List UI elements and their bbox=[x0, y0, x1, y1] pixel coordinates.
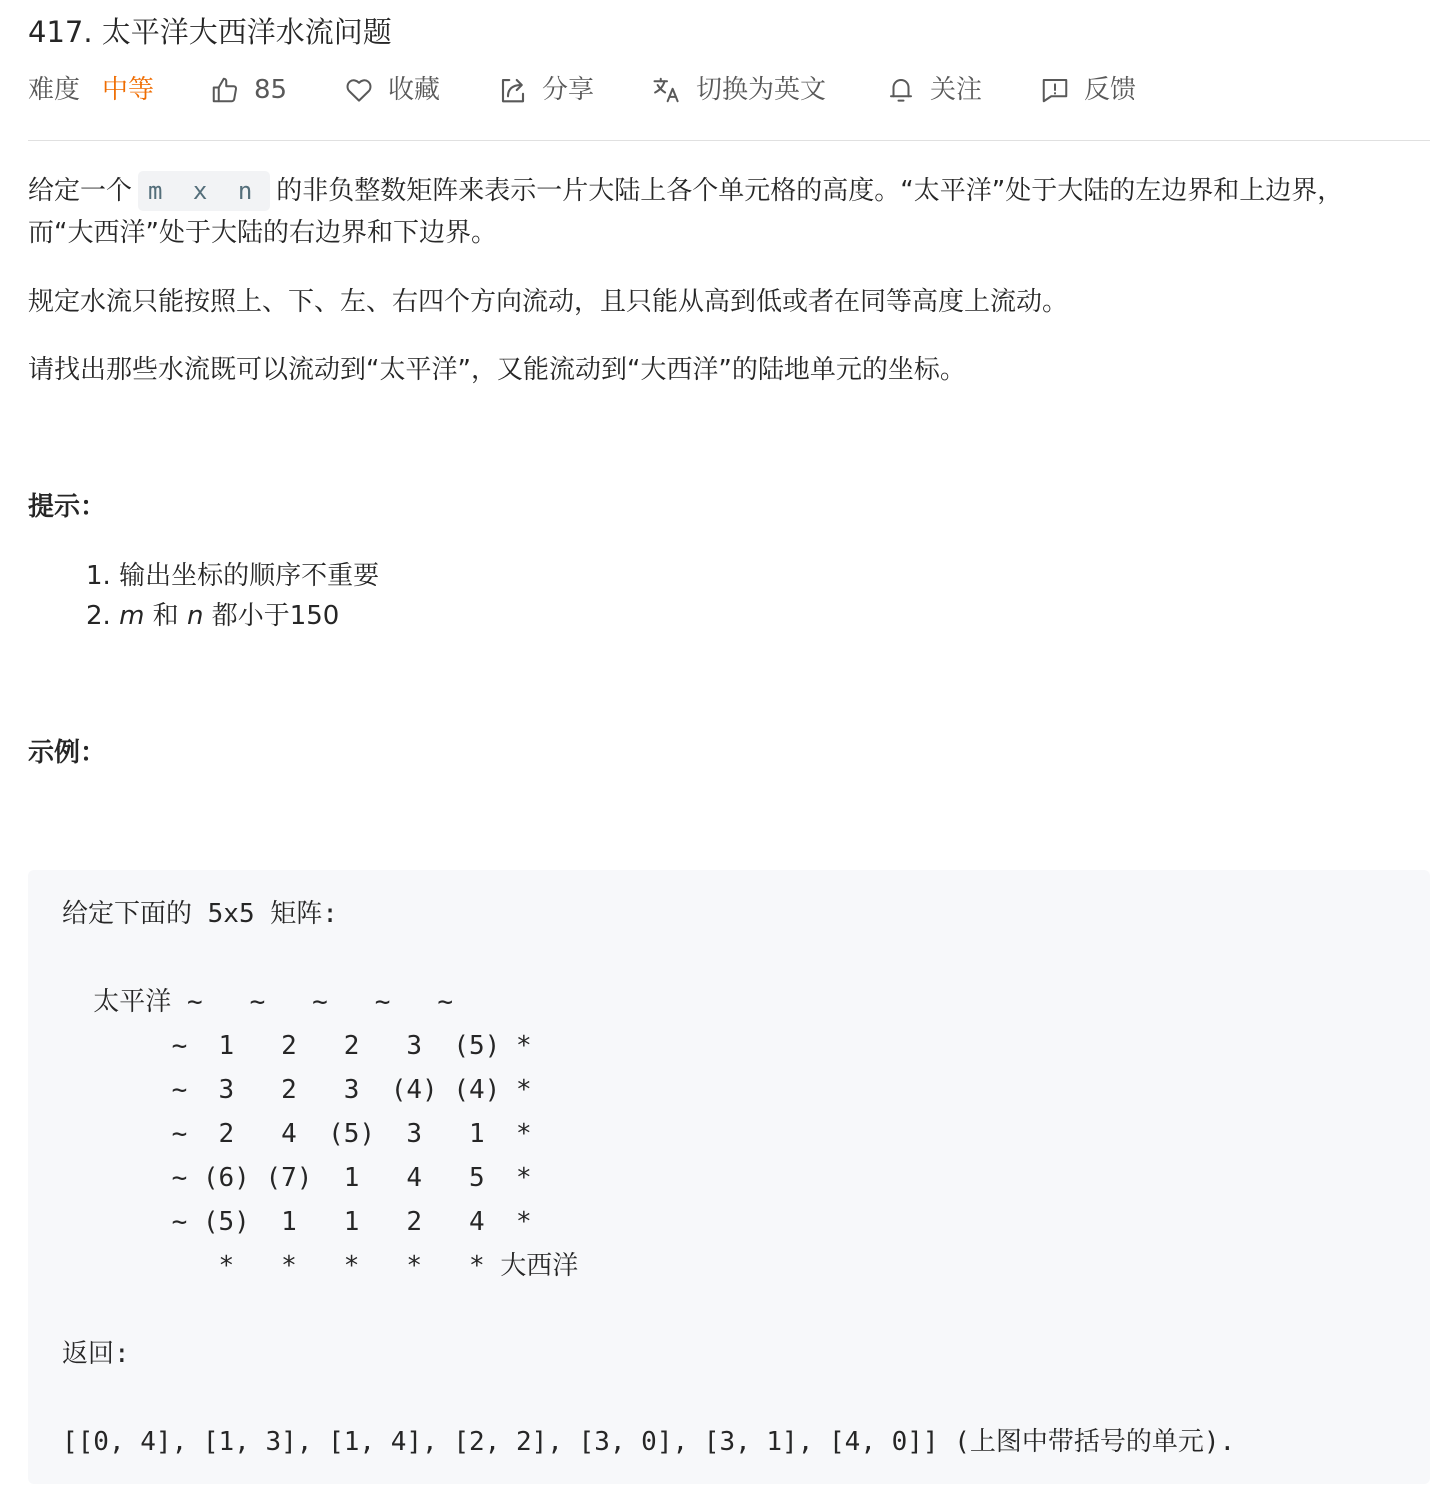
variable-m: m bbox=[119, 601, 145, 631]
problem-toolbar bbox=[28, 70, 1430, 110]
like-button[interactable] bbox=[210, 70, 287, 110]
variable-n: n bbox=[186, 601, 204, 631]
hints-list bbox=[86, 556, 379, 636]
favorite-button[interactable] bbox=[344, 70, 440, 110]
description-text: 的非负整数矩阵来表示一片大陆上各个单元格的高度。“太平洋”处于大陆的左边界和上边界， bbox=[276, 176, 1344, 206]
code-line: ~ 2 4 (5) 3 1 * bbox=[62, 1119, 532, 1149]
description-paragraph-3: 请找出那些水流既可以流动到“太平洋”，又能流动到“大西洋”的陆地单元的坐标。 bbox=[28, 355, 966, 385]
description-paragraph-2: 规定水流只能按照上、下、左、右四个方向流动，且只能从高到低或者在同等高度上流动。 bbox=[28, 287, 1069, 317]
code-line: ~ 3 2 3 (4) (4) * bbox=[62, 1075, 532, 1105]
list-item-number: 2. bbox=[86, 601, 111, 631]
header-divider bbox=[28, 140, 1430, 141]
bell-icon bbox=[886, 75, 916, 105]
description-text: 而“大西洋”处于大陆的右边界和下边界。 bbox=[28, 218, 497, 248]
favorite-label: 收藏 bbox=[388, 75, 441, 105]
difficulty-indicator bbox=[28, 70, 154, 110]
follow-label: 关注 bbox=[930, 75, 983, 105]
feedback-label: 反馈 bbox=[1084, 75, 1137, 105]
share-icon bbox=[498, 75, 528, 105]
code-line: 给定下面的 5x5 矩阵: bbox=[62, 899, 338, 929]
share-label: 分享 bbox=[542, 75, 595, 105]
list-item-text: 输出坐标的顺序不重要 bbox=[119, 561, 380, 591]
translate-icon bbox=[652, 75, 682, 105]
inline-code-mxn: m x n bbox=[138, 171, 270, 211]
list-item-number: 1. bbox=[86, 561, 111, 591]
feedback-button[interactable] bbox=[1040, 70, 1136, 110]
translate-label: 切换为英文 bbox=[696, 75, 827, 105]
description-paragraph-1 bbox=[28, 170, 1343, 254]
code-line: * * * * * 大西洋 bbox=[62, 1251, 579, 1281]
code-line: [[0, 4], [1, 3], [1, 4], [2, 2], [3, 0], [3, 1], [4, 0]] (上图中带括号的单元). bbox=[62, 1427, 1236, 1457]
code-line: 太平洋 ~ ~ ~ ~ ~ bbox=[62, 987, 469, 1017]
difficulty-label: 难度 bbox=[28, 75, 81, 105]
list-item bbox=[86, 596, 379, 636]
feedback-icon bbox=[1040, 75, 1070, 105]
problem-title: 417. 太平洋大西洋水流问题 bbox=[28, 15, 392, 49]
list-item-text: 和 bbox=[152, 601, 179, 631]
example-code-block bbox=[28, 870, 1430, 1484]
thumbs-up-icon bbox=[210, 75, 240, 105]
code-line: 返回: bbox=[62, 1339, 130, 1369]
example-heading: 示例： bbox=[28, 738, 107, 768]
share-button[interactable] bbox=[498, 70, 594, 110]
difficulty-value: 中等 bbox=[102, 75, 155, 105]
description-text: 给定一个 bbox=[28, 176, 133, 206]
translate-button[interactable] bbox=[652, 70, 826, 110]
list-item-text: 都小于150 bbox=[211, 601, 340, 631]
list-item bbox=[86, 556, 379, 596]
code-line: ~ (6) (7) 1 4 5 * bbox=[62, 1163, 532, 1193]
code-line: ~ (5) 1 1 2 4 * bbox=[62, 1207, 532, 1237]
like-count: 85 bbox=[254, 75, 288, 105]
heart-icon bbox=[344, 75, 374, 105]
follow-button[interactable] bbox=[886, 70, 982, 110]
hints-heading: 提示： bbox=[28, 492, 107, 522]
code-line: ~ 1 2 2 3 (5) * bbox=[62, 1031, 532, 1061]
